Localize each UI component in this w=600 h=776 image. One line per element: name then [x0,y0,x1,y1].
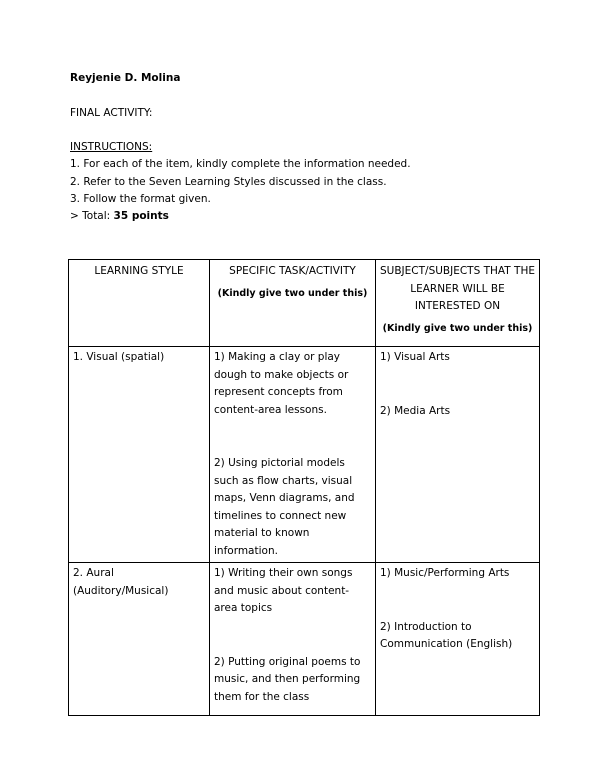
total-value: 35 points [113,210,169,222]
cell-learning-style: 2. Aural (Auditory/Musical) [69,563,210,716]
cell-learning-style: 1. Visual (spatial) [69,347,210,563]
instruction-item: 3. Follow the format given. [70,193,211,205]
instruction-item: 2. Refer to the Seven Learning Styles discussed in the class. [70,176,387,188]
total-prefix: > Total: [70,210,114,222]
instructions-heading: INSTRUCTIONS: [70,141,153,153]
cell-tasks [210,563,376,716]
header-subjects [376,260,540,347]
subject-item: 1) Visual Arts [380,351,450,363]
task-item: 1) Writing their own songs and music about content-area topics [214,567,353,614]
cell-tasks [210,347,376,563]
table-row [69,563,540,716]
activity-title: FINAL ACTIVITY: [70,107,153,119]
subject-item: 2) Media Arts [380,404,451,417]
task-item: 1) Making a clay or play dough to make objects or represent concepts from content-area lessons. [214,351,349,416]
learning-styles-table [68,259,540,716]
subject-item: 1) Music/Performing Arts [380,567,510,579]
header-specific-task-note: (Kindly give two under this) [217,287,368,299]
instruction-item: 1. For each of the item, kindly complete the information needed. [70,158,411,170]
task-item: 2) Putting original poems to music, and then performing them for the class [214,655,361,703]
subject-item: 2) Introduction to Communication (English) [380,620,513,650]
total-points [70,210,169,222]
header-specific-task [210,260,376,347]
header-subjects-label: SUBJECT/SUBJECTS THAT THE LEARNER WILL BE INTERESTED ON [380,265,535,312]
header-specific-task-label: SPECIFIC TASK/ACTIVITY [229,265,356,277]
header-subjects-note: (Kindly give two under this) [382,322,533,334]
task-item: 2) Using pictorial models such as flow charts, visual maps, Venn diagrams, and timelines to connect new material to known information. [214,457,355,557]
cell-subjects [376,563,540,716]
cell-subjects [376,347,540,563]
header-learning-style-label: LEARNING STYLE [94,265,184,277]
table-row [69,347,540,563]
student-name: Reyjenie D. Molina [70,72,181,84]
table-header-row [69,260,540,347]
header-learning-style [69,260,210,347]
